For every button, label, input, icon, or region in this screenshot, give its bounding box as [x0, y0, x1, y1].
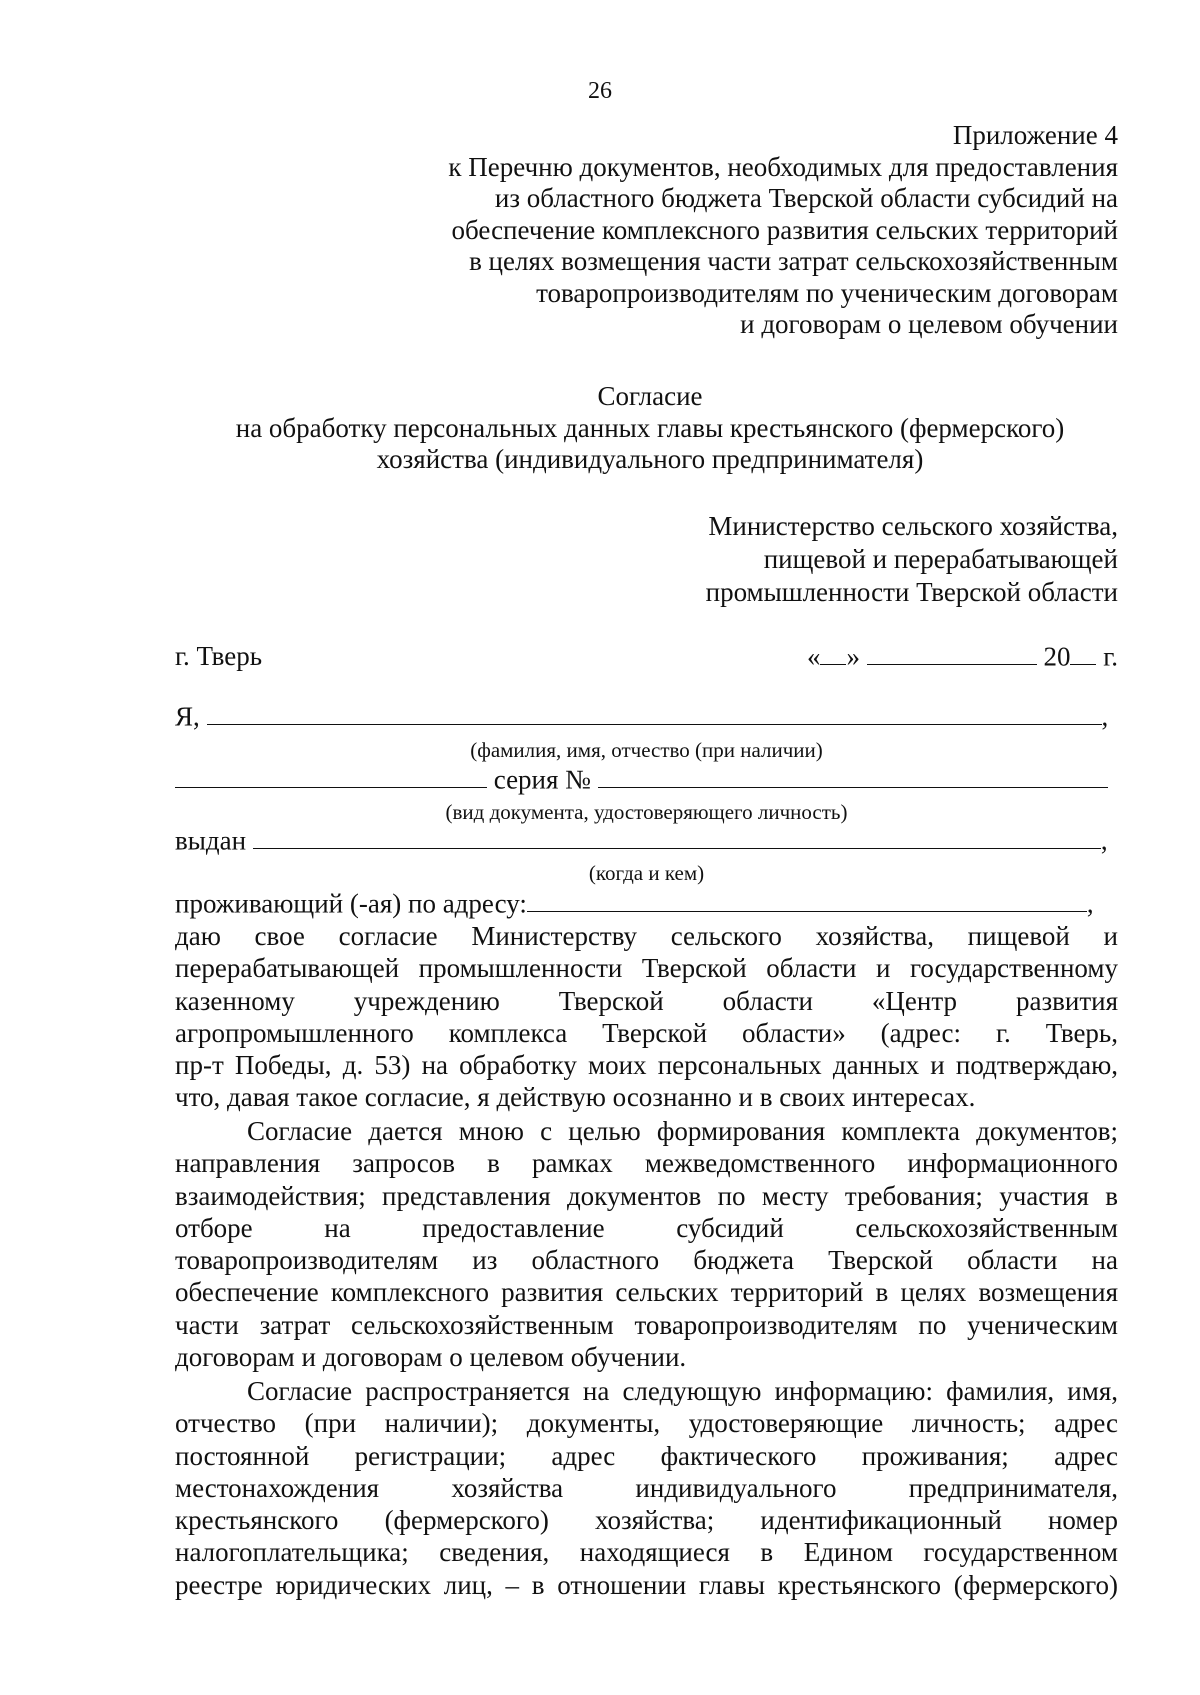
title-line: на обработку персональных данных главы крестьянского (фермерского) — [235, 412, 1065, 443]
year-prefix: 20 — [1043, 641, 1071, 672]
text-line: отборе на предоставление субсидий сельскохозяйственным — [175, 1212, 1118, 1243]
appendix-line: и договорам о целевом обучении — [740, 309, 1118, 339]
year-suffix: г. — [1103, 641, 1118, 672]
comma: , — [1086, 888, 1094, 919]
issued-row — [175, 824, 1118, 856]
issued-blank[interactable] — [253, 824, 1101, 849]
fio-caption: (фамилия, имя, отчество (при наличии) — [470, 738, 823, 762]
address-label: проживающий (-ая) по адресу: — [175, 888, 527, 919]
text-line: что, давая такое согласие, я действую осознанно и в своих интересах. — [175, 1082, 976, 1113]
title-heading: Согласие — [597, 381, 703, 411]
text-line: товаропроизводителям из областного бюджета Тверской области на — [175, 1245, 1118, 1276]
address-row — [175, 887, 1118, 919]
consent-paragraph-2 — [175, 1115, 1118, 1373]
text-line: постоянной регистрации; адрес фактического проживания; адрес — [175, 1440, 1118, 1471]
year-blank[interactable] — [1070, 640, 1096, 665]
issued-label: выдан — [175, 825, 247, 856]
consent-paragraph-1 — [175, 920, 1118, 1114]
city-label: г. Тверь — [175, 641, 263, 671]
date-field — [807, 640, 1118, 672]
text-line: перерабатывающей промышленности Тверской области и государственному — [175, 953, 1118, 984]
comma: , — [1100, 825, 1108, 856]
appendix-line: товаропроизводителям по ученическим договорам — [536, 277, 1118, 308]
text-line: отчество (при наличии); документы, удостоверяющие личность; адрес — [175, 1408, 1118, 1439]
text-line: местонахождения хозяйства индивидуального предпринимателя, — [175, 1472, 1118, 1503]
appendix-line: из областного бюджета Тверской области субсидий на — [494, 183, 1118, 213]
quote-close: » — [846, 641, 860, 672]
series-label: серия № — [493, 764, 591, 795]
fio-row — [175, 700, 1118, 732]
appendix-header — [358, 120, 1118, 341]
appendix-line: в целях возмещения части затрат сельскохозяйственным — [469, 246, 1118, 276]
consent-paragraph-3 — [175, 1375, 1118, 1601]
text-line: реестре юридических лиц, – в отношении главы крестьянского (фермерского) — [175, 1569, 1118, 1600]
issued-caption: (когда и кем) — [588, 861, 705, 885]
addressee-block — [518, 510, 1118, 609]
appendix-line: к Перечню документов, необходимых для предоставления — [448, 151, 1118, 182]
appendix-line: обеспечение комплексного развития сельских территорий — [451, 214, 1118, 245]
address-blank[interactable] — [527, 887, 1087, 912]
text-line: обеспечение комплексного развития сельских территорий в целях возмещения — [175, 1277, 1118, 1308]
text-line: направления запросов в рамках межведомственного информационного — [175, 1148, 1118, 1179]
text-line: налогоплательщика; сведения, находящиеся в Едином государственном — [175, 1537, 1118, 1568]
doc-series-blank[interactable] — [598, 763, 1108, 788]
text-line: Согласие дается мною с целью формирования комплекта документов; — [247, 1116, 1118, 1146]
text-line: части затрат сельскохозяйственным товаропроизводителям по ученическим — [175, 1309, 1118, 1340]
text-line: Согласие распространяется на следующую информацию: фамилия, имя, — [247, 1376, 1118, 1406]
text-line: казенному учреждению Тверской области «Центр развития — [175, 985, 1118, 1016]
quote-open: « — [806, 641, 821, 672]
text-line: крестьянского (фермерского) хозяйства; идентификационный номер — [175, 1505, 1118, 1536]
page-number: 26 — [588, 78, 612, 104]
document-title — [160, 381, 1140, 476]
fio-blank[interactable] — [207, 700, 1102, 725]
text-line: даю свое согласие Министерству сельского хозяйства, пищевой и — [175, 921, 1118, 951]
i-label: Я, — [175, 701, 200, 732]
addressee-line: пищевой и перерабатывающей — [763, 544, 1118, 574]
text-line: договорам и договорам о целевом обучении. — [175, 1342, 687, 1373]
text-line: агропромышленного комплекса Тверской области» (адрес: г. Тверь, — [175, 1017, 1118, 1048]
text-line: пр-т Победы, д. 53) на обработку моих персональных данных и подтверждаю, — [175, 1050, 1118, 1081]
document-row — [175, 763, 1118, 795]
addressee-line: Министерство сельского хозяйства, — [708, 511, 1118, 541]
comma: , — [1101, 701, 1109, 732]
addressee-line: промышленности Тверской области — [705, 577, 1118, 607]
day-blank[interactable] — [820, 640, 846, 665]
appendix-line: Приложение 4 — [952, 120, 1118, 150]
title-line: хозяйства (индивидуального предпринимателя) — [376, 444, 924, 474]
month-blank[interactable] — [867, 640, 1037, 665]
doc-caption: (вид документа, удостоверяющего личность) — [445, 800, 848, 824]
text-line: взаимодействия; представления документов по месту требования; участия в — [175, 1180, 1118, 1211]
doc-type-blank[interactable] — [175, 763, 487, 788]
